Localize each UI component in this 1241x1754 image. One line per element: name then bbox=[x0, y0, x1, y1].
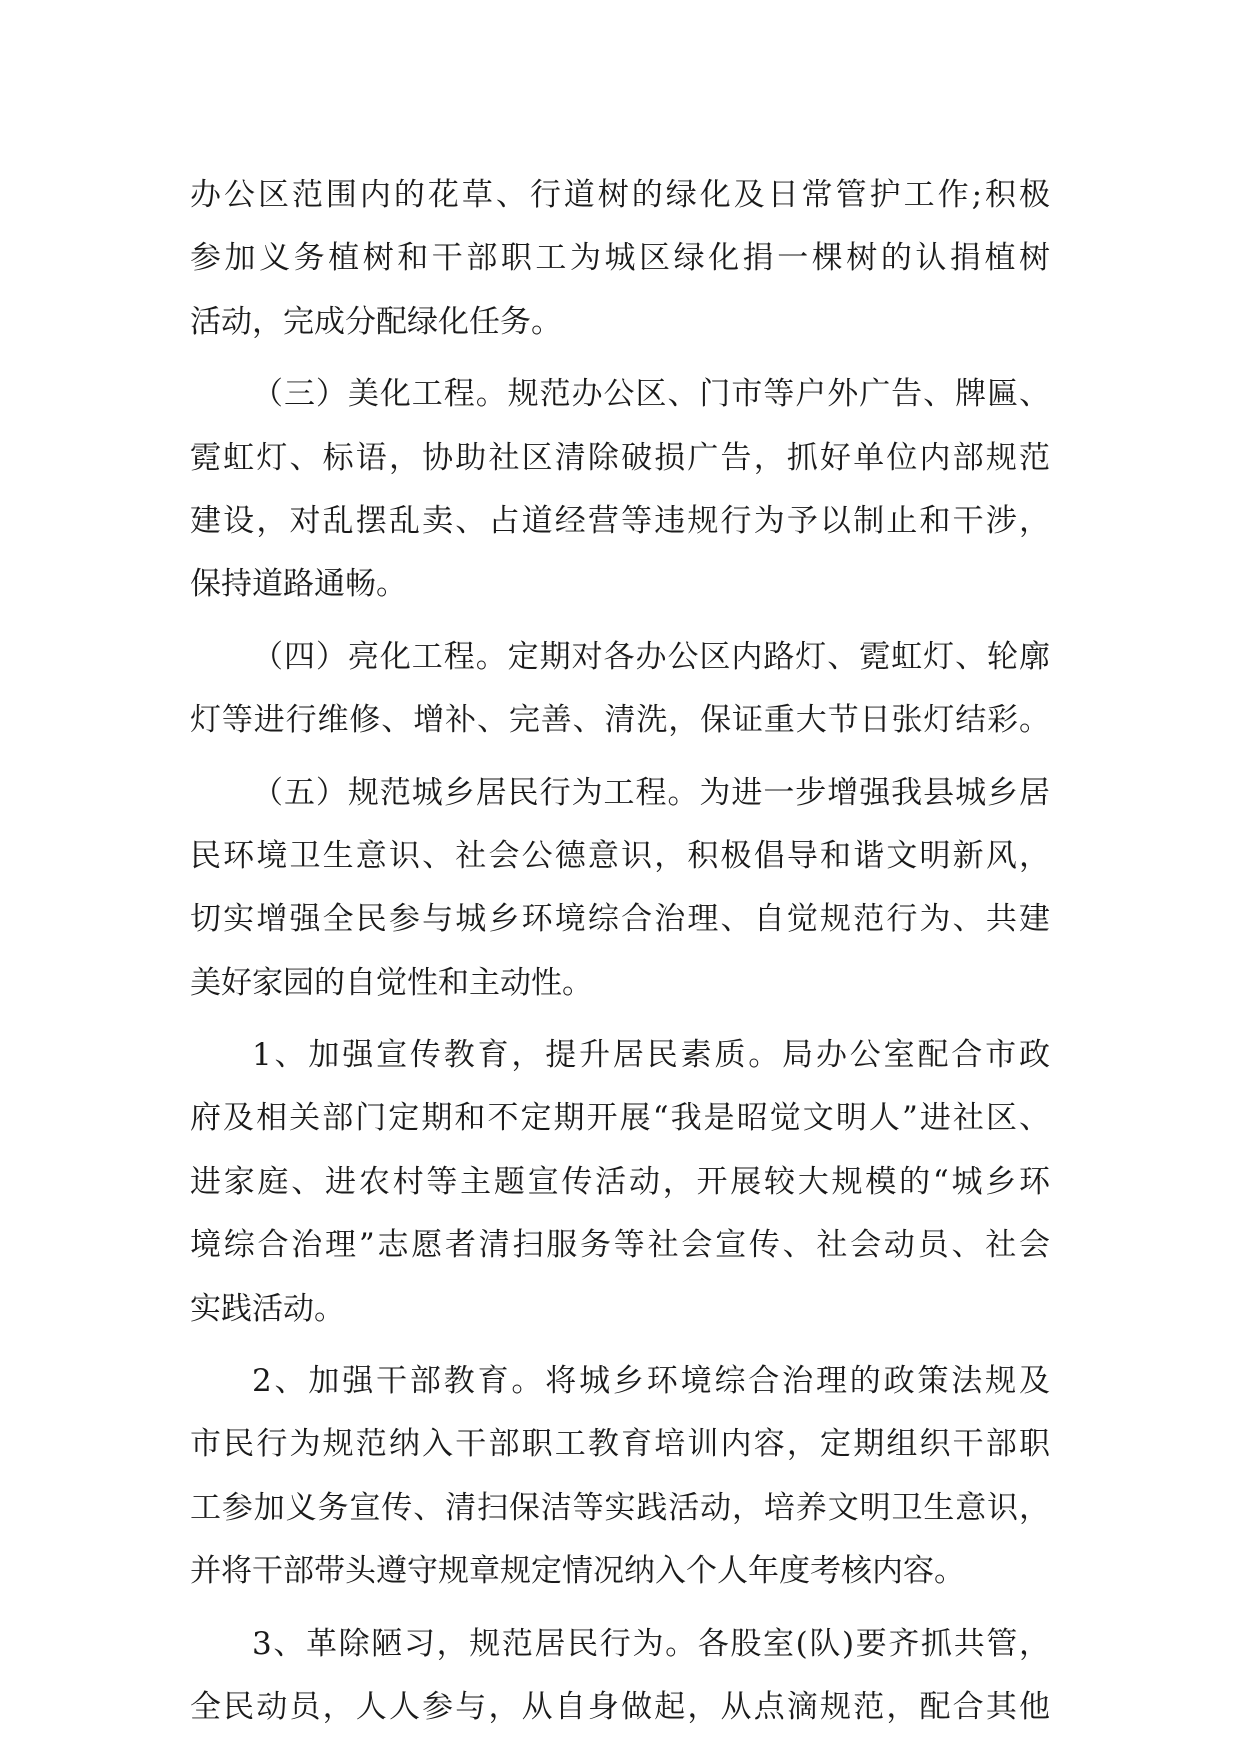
text-line: 灯等进行维修、增补、完善、清洗，保证重大节日张灯结彩。 bbox=[190, 702, 1050, 739]
text-line: 活动，完成分配绿化任务。 bbox=[190, 303, 562, 340]
paragraph-start-line: 3、革除陋习，规范居民行为。各股室(队)要齐抓共管， bbox=[252, 1625, 1050, 1662]
paragraph-start-line: （五）规范城乡居民行为工程。为进一步增强我县城乡居 bbox=[252, 774, 1050, 811]
text-line: 切实增强全民参与城乡环境综合治理、自觉规范行为、共建 bbox=[190, 901, 1050, 938]
text-line: 工参加义务宣传、清扫保洁等实践活动，培养文明卫生意识， bbox=[190, 1489, 1050, 1526]
text-line: 全民动员，人人参与，从自身做起，从点滴规范，配合其他 bbox=[190, 1688, 1050, 1725]
text-line: 美好家园的自觉性和主动性。 bbox=[190, 964, 593, 1001]
text-line: 建设，对乱摆乱卖、占道经营等违规行为予以制止和干涉， bbox=[190, 502, 1050, 539]
paragraph-start-line: 1、加强宣传教育，提升居民素质。局办公室配合市政 bbox=[252, 1037, 1050, 1074]
text-line: 保持道路通畅。 bbox=[190, 566, 407, 603]
text-line: 实践活动。 bbox=[190, 1290, 345, 1327]
paragraph-start-line: （三）美化工程。规范办公区、门市等户外广告、牌匾、 bbox=[252, 376, 1050, 413]
text-line: 霓虹灯、标语，协助社区清除破损广告，抓好单位内部规范 bbox=[190, 439, 1050, 476]
text-line: 办公区范围内的花草、行道树的绿化及日常管护工作;积极 bbox=[190, 177, 1050, 213]
paragraph-start-line: （四）亮化工程。定期对各办公区内路灯、霓虹灯、轮廓 bbox=[252, 638, 1050, 675]
text-line: 参加义务植树和干部职工为城区绿化捐一棵树的认捐植树 bbox=[190, 240, 1050, 277]
paragraph-start-line: 2、加强干部教育。将城乡环境综合治理的政策法规及 bbox=[252, 1363, 1050, 1400]
text-line: 并将干部带头遵守规章规定情况纳入个人年度考核内容。 bbox=[190, 1553, 965, 1590]
text-line: 进家庭、进农村等主题宣传活动，开展较大规模的“城乡环 bbox=[190, 1163, 1050, 1200]
text-line: 境综合治理”志愿者清扫服务等社会宣传、社会动员、社会 bbox=[190, 1227, 1050, 1264]
text-line: 府及相关部门定期和不定期开展“我是昭觉文明人”进社区、 bbox=[190, 1100, 1050, 1137]
document-body bbox=[190, 164, 1050, 1739]
text-line: 民环境卫生意识、社会公德意识，积极倡导和谐文明新风， bbox=[190, 837, 1050, 874]
text-line: 市民行为规范纳入干部职工教育培训内容，定期组织干部职 bbox=[190, 1426, 1050, 1463]
